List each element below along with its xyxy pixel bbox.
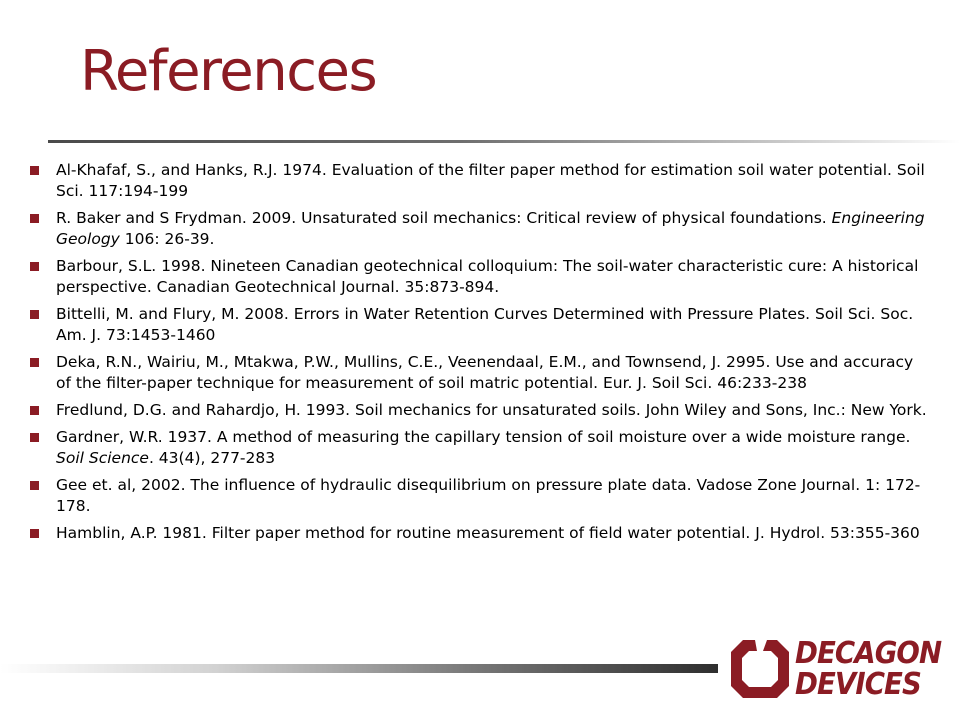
- reference-text: Al-Khafaf, S., and Hanks, R.J. 1974. Evaluation of the filter paper method for estimation soil water potential. Soil Sci. 117:194-199: [56, 161, 925, 200]
- slide-title: References: [80, 39, 377, 104]
- reference-text: Gee et. al, 2002. The influence of hydraulic disequilibrium on pressure plate data. Vadose Zone Journal. 1: 172-178.: [56, 476, 921, 515]
- octagon-logo-icon: [727, 636, 793, 702]
- reference-item: [26, 523, 931, 544]
- square-bullet-icon: [30, 166, 39, 175]
- square-bullet-icon: [30, 262, 39, 271]
- reference-item: [26, 400, 931, 421]
- reference-text: Hamblin, A.P. 1981. Filter paper method for routine measurement of field water potential. J. Hydrol. 53:355-360: [56, 524, 920, 542]
- square-bullet-icon: [30, 406, 39, 415]
- reference-text: Barbour, S.L. 1998. Nineteen Canadian geotechnical colloquium: The soil-water characteristic cure: A historical perspective. Canadian Geotechnical Journal. 35:873-894.: [56, 257, 919, 296]
- logo-line-2: DEVICES: [795, 667, 921, 702]
- square-bullet-icon: [30, 214, 39, 223]
- title-divider: [48, 140, 960, 143]
- reference-text: Bittelli, M. and Flury, M. 2008. Errors in Water Retention Curves Determined with Pressure Plates. Soil Sci. Soc. Am. J. 73:1453-1460: [56, 305, 914, 344]
- reference-journal-name: Soil Science: [56, 449, 149, 467]
- square-bullet-icon: [30, 358, 39, 367]
- reference-item: [26, 208, 931, 250]
- square-bullet-icon: [30, 481, 39, 490]
- reference-item: [26, 304, 931, 346]
- reference-item: [26, 352, 931, 394]
- footer-divider: [0, 664, 718, 673]
- reference-text: 106: 26-39.: [119, 230, 215, 248]
- reference-journal-name: Engineering Geology: [56, 209, 925, 248]
- reference-list: [26, 160, 931, 550]
- reference-item: [26, 256, 931, 298]
- reference-text: Deka, R.N., Wairiu, M., Mtakwa, P.W., Mullins, C.E., Veenendaal, E.M., and Townsend, J. 2995. Use and accuracy of the filter-paper technique for measurement of soil matric potential. Eur. J. Soil Sci. 46:233-238: [56, 353, 914, 392]
- reference-text: Gardner, W.R. 1937. A method of measuring the capillary tension of soil moisture over a wide moisture range.: [56, 428, 911, 446]
- reference-item: [26, 160, 931, 202]
- reference-item: [26, 427, 931, 469]
- logo-wordmark: [795, 638, 941, 700]
- reference-item: [26, 475, 931, 517]
- square-bullet-icon: [30, 529, 39, 538]
- reference-text: Fredlund, D.G. and Rahardjo, H. 1993. Soil mechanics for unsaturated soils. John Wiley and Sons, Inc.: New York.: [56, 401, 927, 419]
- reference-text: . 43(4), 277-283: [148, 449, 276, 467]
- decagon-logo: [727, 636, 942, 706]
- square-bullet-icon: [30, 433, 39, 442]
- logo-line-1: DECAGON: [795, 636, 942, 671]
- square-bullet-icon: [30, 310, 39, 319]
- reference-text: R. Baker and S Frydman. 2009. Unsaturated soil mechanics: Critical review of physical foundations.: [56, 209, 832, 227]
